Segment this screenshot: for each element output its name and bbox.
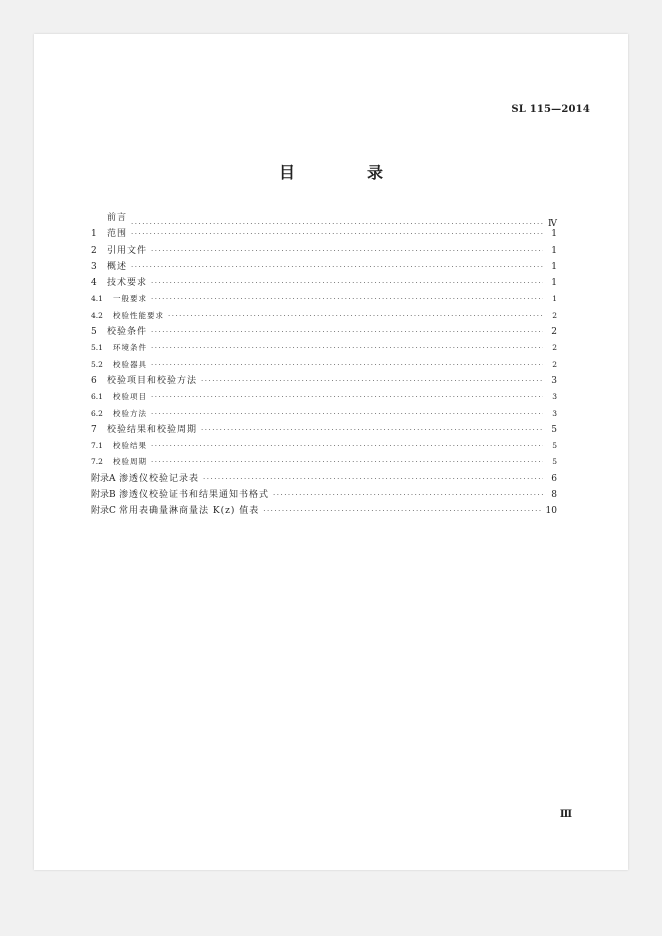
page-title: 目 录 — [278, 163, 411, 182]
toc-title: 技术要求 — [107, 278, 148, 289]
toc-entry[interactable] — [91, 340, 557, 356]
toc-number: 7 — [91, 424, 97, 435]
toc-page-number: 2 — [552, 310, 557, 320]
toc-leader — [151, 324, 543, 340]
toc-entry[interactable] — [91, 308, 557, 324]
toc-title: 校验结果 — [113, 441, 147, 451]
toc-number: 5.1 — [91, 343, 103, 353]
toc-page-number: 6 — [551, 473, 557, 484]
toc-page-number: 3 — [552, 408, 557, 418]
toc-title: 校验方法 — [113, 408, 147, 418]
toc-page-number: 5 — [552, 457, 557, 467]
toc-entry[interactable] — [91, 324, 557, 340]
toc-entry[interactable] — [91, 422, 557, 438]
toc-number: 附录A — [91, 473, 116, 484]
toc-number: 5 — [91, 327, 97, 338]
toc-page-number: 2 — [552, 359, 557, 369]
standard-code: SL 115—2014 — [511, 104, 590, 115]
toc-leader — [203, 471, 543, 487]
toc-page-number: Ⅳ — [548, 219, 557, 230]
toc-number: 附录B — [91, 490, 116, 501]
toc-title: 概述 — [107, 261, 128, 272]
toc-title: 校验周期 — [113, 457, 147, 467]
toc-leader — [273, 487, 543, 503]
toc-number: 7.2 — [91, 457, 103, 467]
toc-leader — [263, 503, 541, 519]
toc-number: 6.1 — [91, 392, 103, 402]
toc-page-number: 2 — [552, 343, 557, 353]
toc-title: 范围 — [107, 229, 128, 240]
toc-leader — [201, 422, 543, 438]
toc-entry[interactable] — [91, 454, 557, 470]
toc-title: 环境条件 — [113, 343, 147, 353]
toc-number: 附录C — [91, 506, 116, 517]
toc-entry[interactable] — [91, 438, 557, 454]
toc-leader — [151, 243, 543, 259]
toc-page-number: 8 — [551, 490, 557, 501]
toc-title: 校验项目和校验方法 — [107, 375, 198, 386]
page-number: Ⅲ — [559, 809, 572, 820]
toc-number: 4 — [91, 278, 97, 289]
toc-entry[interactable] — [91, 210, 557, 230]
toc-title: 常用表确量淋商量法 K(z) 值表 — [119, 506, 260, 517]
toc-entry[interactable] — [91, 243, 557, 259]
toc-page-number: 1 — [551, 278, 557, 289]
toc-number: 3 — [91, 261, 97, 272]
toc-number: 4.1 — [91, 294, 103, 304]
toc-leader — [131, 259, 543, 275]
toc-entry[interactable] — [91, 389, 557, 405]
toc-page-number: 1 — [551, 245, 557, 256]
toc-number: 7.1 — [91, 441, 103, 451]
toc-page-number: 1 — [551, 229, 557, 240]
toc-title: 校验器具 — [113, 359, 147, 369]
toc-page-number: 1 — [552, 294, 557, 304]
toc-number: 2 — [91, 245, 97, 256]
toc-leader — [151, 291, 543, 307]
toc-title: 一般要求 — [113, 294, 147, 304]
toc-number: 5.2 — [91, 359, 103, 369]
toc-page-number: 3 — [551, 375, 557, 386]
toc-leader — [131, 226, 543, 242]
toc-entry[interactable] — [91, 471, 557, 487]
toc-leader — [151, 454, 543, 470]
toc-page-number: 3 — [552, 392, 557, 402]
toc-title: 渗透仪校验记录表 — [119, 473, 200, 484]
toc-page-number: 10 — [545, 506, 557, 517]
toc-title: 校验结果和校验周期 — [107, 424, 198, 435]
toc-leader — [151, 340, 543, 356]
toc-entry[interactable] — [91, 275, 557, 291]
table-of-contents — [91, 210, 557, 520]
toc-title: 前言 — [107, 213, 128, 223]
toc-title: 校验性能要求 — [113, 310, 164, 320]
toc-leader — [151, 438, 543, 454]
toc-number: 6.2 — [91, 408, 103, 418]
toc-number: 6 — [91, 375, 97, 386]
toc-entry[interactable] — [91, 357, 557, 373]
toc-entry[interactable] — [91, 487, 557, 503]
toc-page-number: 5 — [551, 424, 557, 435]
toc-title: 渗透仪校验证书和结果通知书格式 — [119, 490, 270, 501]
toc-number: 4.2 — [91, 310, 103, 320]
toc-leader — [151, 406, 543, 422]
toc-entry[interactable] — [91, 406, 557, 422]
toc-entry[interactable] — [91, 373, 557, 389]
toc-entry[interactable] — [91, 503, 557, 519]
toc-number — [91, 210, 107, 226]
toc-title: 校验项目 — [113, 392, 147, 402]
toc-entry[interactable] — [91, 291, 557, 307]
toc-page-number: 5 — [552, 441, 557, 451]
toc-leader — [168, 308, 543, 324]
toc-title: 校验条件 — [107, 327, 148, 338]
document-page — [34, 34, 628, 870]
toc-title: 引用文件 — [107, 245, 148, 256]
toc-leader — [151, 275, 543, 291]
toc-entry[interactable] — [91, 226, 557, 242]
toc-leader — [151, 389, 543, 405]
toc-entry[interactable] — [91, 259, 557, 275]
toc-page-number: 2 — [551, 327, 557, 338]
toc-leader — [201, 373, 543, 389]
toc-leader — [151, 357, 543, 373]
toc-number: 1 — [91, 229, 97, 240]
toc-page-number: 1 — [551, 261, 557, 272]
